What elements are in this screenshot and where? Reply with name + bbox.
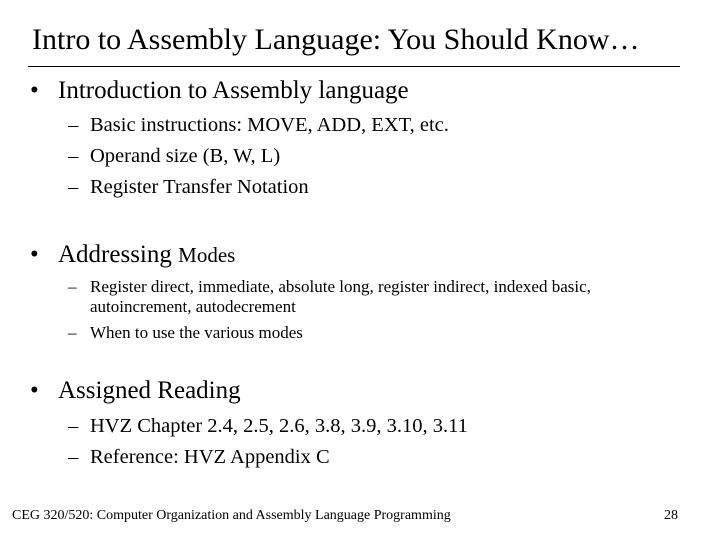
sub-item-text: Basic instructions: MOVE, ADD, EXT, etc. (90, 114, 449, 136)
sub-item-basic-instructions (68, 110, 449, 141)
bullet-heading: Assigned Reading (58, 377, 241, 404)
bullet-marker: • (30, 377, 39, 404)
bullet-heading-main: Addressing (58, 241, 172, 268)
sub-item-text: HVZ Chapter 2.4, 2.5, 2.6, 3.8, 3.9, 3.10, 3.11 (90, 415, 468, 437)
dash-marker: – (68, 277, 77, 296)
sub-item-text: Operand size (B, W, L) (90, 145, 281, 167)
dash-marker: – (68, 145, 79, 167)
footer-course-name: CEG 320/520: Computer Organization and Assembly Language Programming (12, 508, 451, 523)
dash-marker: – (68, 415, 79, 437)
bullet-heading: Introduction to Assembly language (58, 77, 409, 104)
bullet-heading-small: Modes (178, 243, 236, 267)
bullet-marker: • (30, 77, 39, 104)
sub-item-when-to-use (68, 323, 303, 343)
dash-marker: – (68, 446, 79, 468)
sub-item-register-transfer (68, 172, 309, 203)
dash-marker: – (68, 176, 79, 198)
sub-item-reference (68, 442, 330, 473)
sub-item-text-line1: Register direct, immediate, absolute long, register indirect, indexed basic, (90, 277, 591, 296)
sub-item-text: Reference: HVZ Appendix C (90, 446, 330, 468)
bullet-intro-assembly (30, 76, 409, 106)
bullet-assigned-reading (30, 376, 241, 406)
bullet-marker: • (30, 241, 39, 268)
slide-title: Intro to Assembly Language: You Should Know… (32, 23, 640, 56)
bullet-addressing-modes (30, 240, 235, 270)
sub-item-addressing-list (68, 277, 591, 317)
dash-marker: – (68, 323, 77, 342)
footer-page-number: 28 (664, 508, 678, 523)
sub-item-text: Register Transfer Notation (90, 176, 309, 198)
sub-item-text: When to use the various modes (90, 323, 303, 342)
title-divider (28, 66, 680, 67)
sub-item-operand-size (68, 141, 280, 172)
sub-item-hvz-chapters (68, 411, 468, 442)
dash-marker: – (68, 114, 79, 136)
sub-item-text-line2: autoincrement, autodecrement (90, 297, 296, 316)
